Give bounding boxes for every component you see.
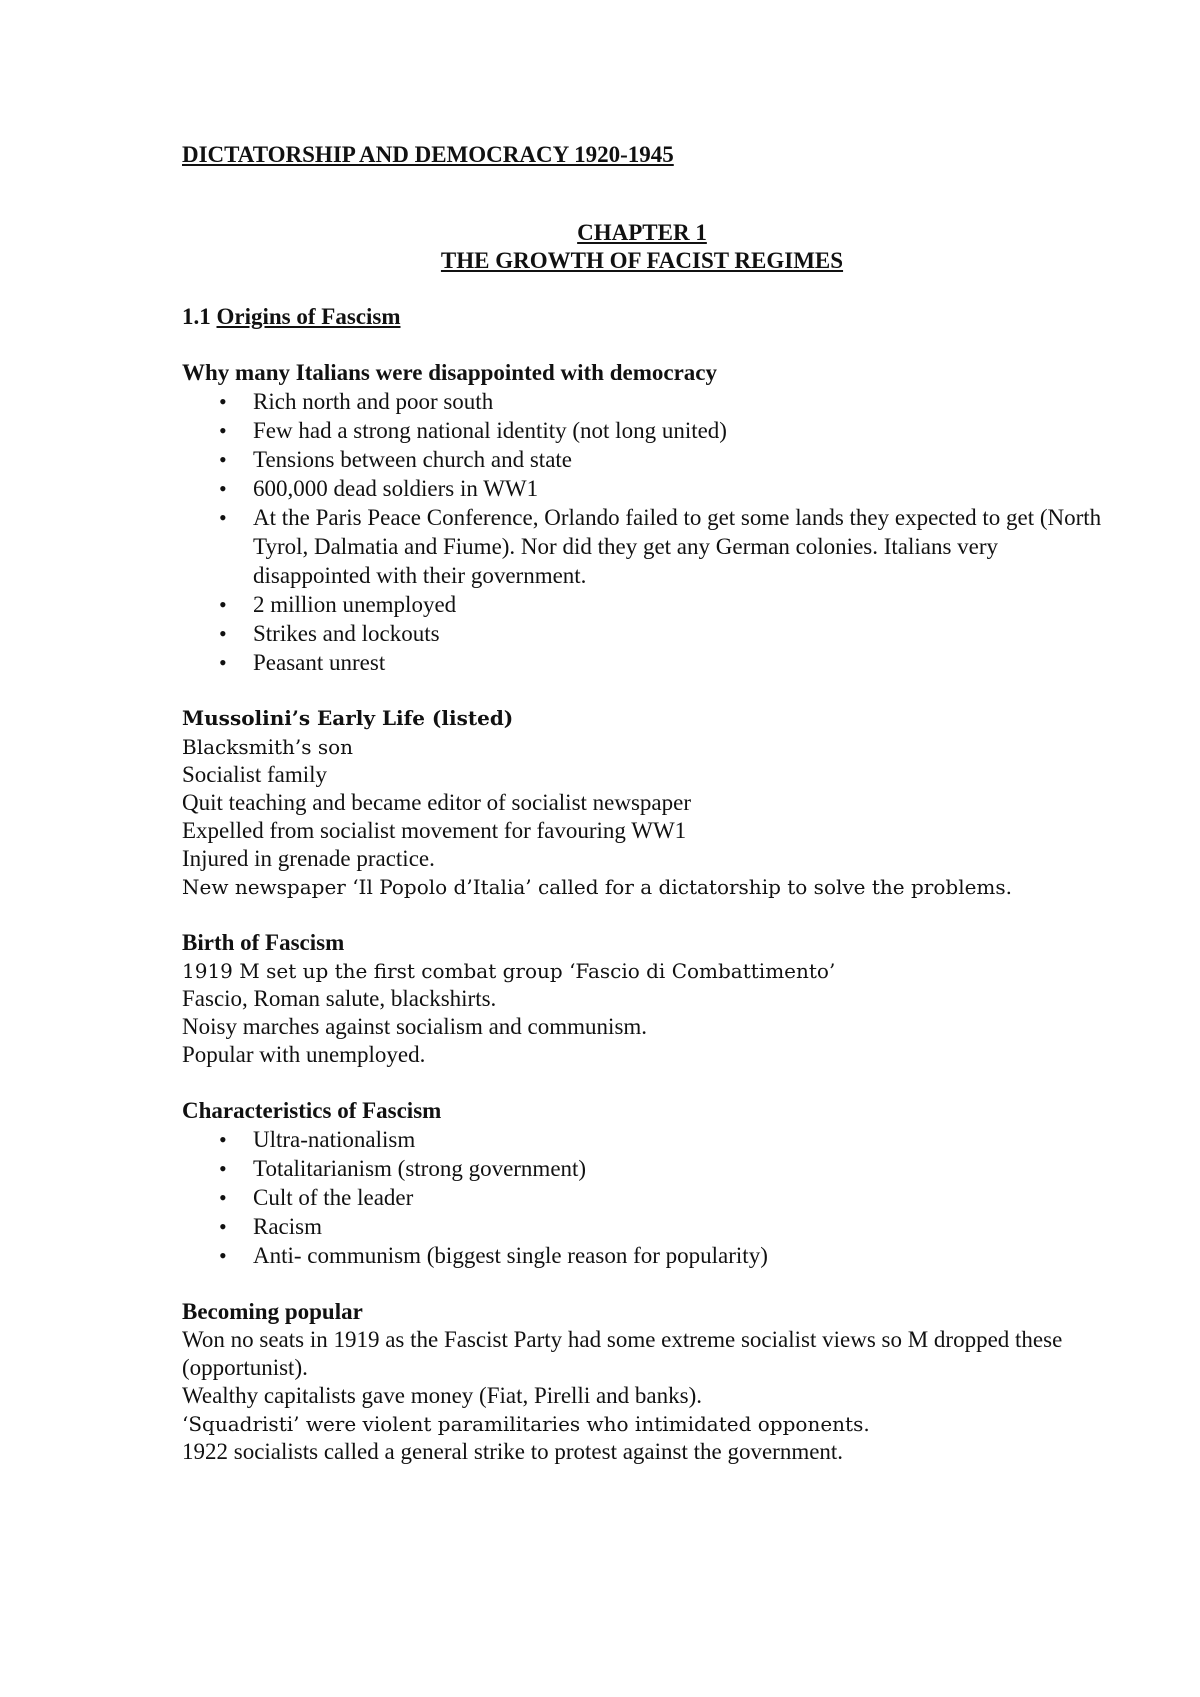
- list-item: • Cult of the leader: [253, 1183, 1102, 1212]
- characteristics-list: [182, 1125, 1102, 1270]
- text-line: Fascio, Roman salute, blackshirts.: [182, 986, 497, 1011]
- text-line: 1919 M set up the first combat group ‘Fascio di Combattimento’: [182, 959, 836, 983]
- section-heading: [182, 302, 1102, 331]
- chapter-name: THE GROWTH OF FACIST REGIMES: [440, 248, 844, 273]
- list-item: • Tensions between church and state: [253, 445, 1102, 474]
- list-item: • Totalitarianism (strong government): [253, 1154, 1102, 1183]
- text-line: Popular with unemployed.: [182, 1042, 426, 1067]
- text-line: 1922 socialists called a general strike to protest against the government.: [182, 1439, 844, 1464]
- text-line: Injured in grenade practice.: [182, 846, 435, 871]
- text-line: Won no seats in 1919 as the Fascist Party had some extreme socialist views so M dropped these (opportunist).: [182, 1327, 1063, 1380]
- early-life-block: [182, 704, 1102, 901]
- text-line: New newspaper ‘Il Popolo d’Italia’ called for a dictatorship to solve the problems.: [182, 875, 1013, 899]
- popular-heading: Becoming popular: [182, 1299, 363, 1324]
- list-item: • 2 million unemployed: [253, 590, 1102, 619]
- text-line: Wealthy capitalists gave money (Fiat, Pirelli and banks).: [182, 1383, 702, 1408]
- birth-block: [182, 928, 1102, 1069]
- early-life-heading: Mussolini’s Early Life (listed): [182, 706, 514, 730]
- chapter-heading: [182, 219, 1102, 275]
- list-item: • Ultra-nationalism: [253, 1125, 1102, 1154]
- list-item: • 600,000 dead soldiers in WW1: [253, 474, 1102, 503]
- disappointed-heading: Why many Italians were disappointed with democracy: [182, 360, 717, 385]
- list-item: • Rich north and poor south: [253, 387, 1102, 416]
- list-item: • At the Paris Peace Conference, Orlando failed to get some lands they expected to get (North Tyrol, Dalmatia and Fiume). Nor did they get any German colonies. Italians very disappointed with their government.: [253, 503, 1102, 590]
- document-title: DICTATORSHIP AND DEMOCRACY 1920-1945: [182, 142, 674, 167]
- document-page: [182, 140, 1102, 1493]
- text-line: ‘Squadristi’ were violent paramilitaries who intimidated opponents.: [182, 1412, 870, 1436]
- section-number: 1.1: [182, 304, 211, 329]
- list-item: • Strikes and lockouts: [253, 619, 1102, 648]
- list-item: • Racism: [253, 1212, 1102, 1241]
- chapter-number: CHAPTER 1: [577, 220, 707, 245]
- birth-heading: Birth of Fascism: [182, 930, 345, 955]
- disappointed-list: [182, 387, 1102, 677]
- list-item: • Peasant unrest: [253, 648, 1102, 677]
- text-line: Blacksmith’s son: [182, 735, 354, 759]
- list-item: • Few had a strong national identity (not long united): [253, 416, 1102, 445]
- popular-block: [182, 1297, 1102, 1466]
- text-line: Quit teaching and became editor of socialist newspaper: [182, 790, 692, 815]
- list-item: • Anti- communism (biggest single reason for popularity): [253, 1241, 1102, 1270]
- text-line: Noisy marches against socialism and communism.: [182, 1014, 648, 1039]
- characteristics-heading: Characteristics of Fascism: [182, 1098, 442, 1123]
- text-line: Socialist family: [182, 762, 328, 787]
- text-line: Expelled from socialist movement for favouring WW1: [182, 818, 687, 843]
- section-name: Origins of Fascism: [216, 304, 401, 329]
